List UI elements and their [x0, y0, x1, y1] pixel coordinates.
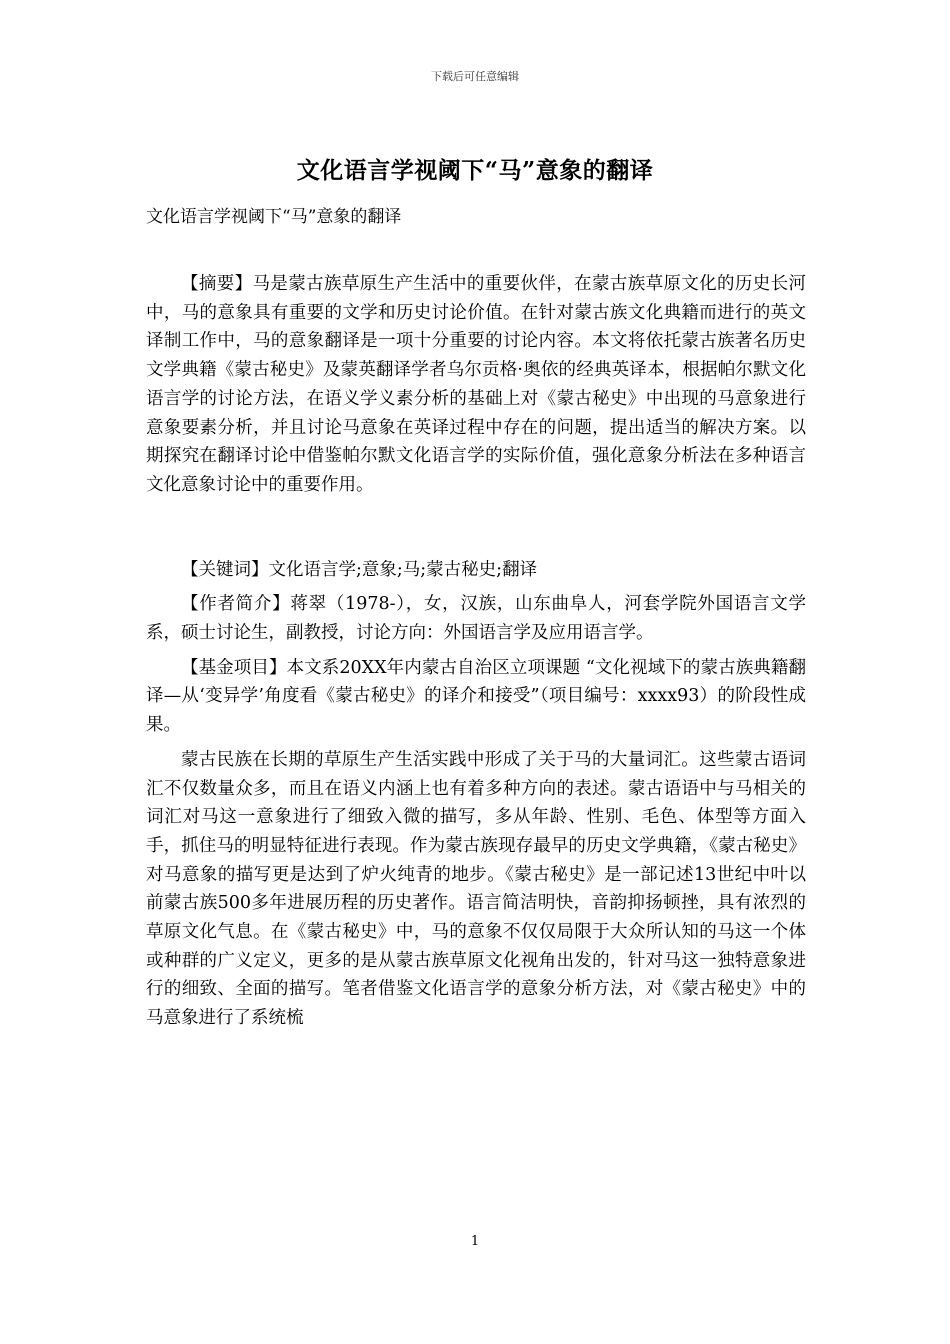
fund-label: 【基金项目】	[181, 657, 287, 678]
abstract-text: 马是蒙古族草原生产生活中的重要伙伴，在蒙古族草原文化的历史长河中，马的意象具有重要的文学和历史讨论价值。在针对蒙古族文化典籍而进行的英文译制工作中，马的意象翻译是一项十分重要的讨论内容。本文将依托蒙古族著名历史文学典籍《蒙古秘史》及蒙英翻译学者乌尔贡格·奥依的经典英译本，根据帕尔默文化语言学的讨论方法，在语义学义素分析的基础上对《蒙古秘史》中出现的马意象进行意象要素分析，并且讨论马意象在英译过程中存在的问题，提出适当的解决方案。以期探究在翻译讨论中借鉴帕尔默文化语言学的实际价值，强化意象分析法在多种语言文化意象讨论中的重要作用。	[146, 274, 807, 495]
page-title: 文化语言学视阈下“马”意象的翻译	[296, 157, 654, 184]
subtitle: 文化语言学视阈下“马”意象的翻译	[146, 207, 402, 227]
abstract-label: 【摘要】	[181, 274, 253, 294]
abstract-paragraph	[146, 270, 806, 500]
author-label: 【作者简介】	[181, 594, 291, 615]
keywords-label: 【关键词】	[181, 559, 269, 580]
page-header: 下载后可任意编辑	[431, 70, 519, 83]
author-paragraph	[146, 590, 806, 647]
page-number: 1	[470, 1234, 480, 1249]
spacer	[146, 528, 806, 556]
fund-paragraph	[146, 654, 806, 740]
keywords-paragraph	[146, 556, 806, 585]
keywords-text: 文化语言学;意象;马;蒙古秘史;翻译	[268, 559, 538, 580]
spacer	[146, 500, 806, 528]
article-body	[146, 270, 806, 1033]
author-text: 蒋翠（1978-），女，汉族，山东曲阜人，河套学院外国语言文学系，硕士讨论生，副教授，讨论方向：外国语言学及应用语言学。	[146, 594, 807, 644]
fund-text: 本文系20XX年内蒙古自治区立项课题 “文化视域下的蒙古族典籍翻译—从‘变异学’角度看《蒙古秘史》的译介和接受”（项目编号：xxxx93）的阶段性成果。	[146, 657, 807, 736]
body-paragraph: 蒙古民族在长期的草原生产生活实践中形成了关于马的大量词汇。这些蒙古语词汇不仅数量众多，而且在语义内涵上也有着多种方向的表述。蒙古语语中与马相关的词汇对马这一意象进行了细致入微的描写，多从年龄、性别、毛色、体型等方面入手，抓住马的明显特征进行表现。作为蒙古族现存最早的历史文学典籍，《蒙古秘史》对马意象的描写更是达到了炉火纯青的地步。《蒙古秘史》是一部记述13世纪中叶以前蒙古族500多年进展历程的历史著作。语言简洁明快，音韵抑扬顿挫，具有浓烈的草原文化气息。在《蒙古秘史》中，马的意象不仅仅局限于大众所认知的马这一个体或种群的广义定义，更多的是从蒙古族草原文化视角出发的，针对马这一独特意象进行的细致、全面的描写。笔者借鉴文化语言学的意象分析方法，对《蒙古秘史》中的马意象进行了系统梳	[146, 749, 806, 1029]
